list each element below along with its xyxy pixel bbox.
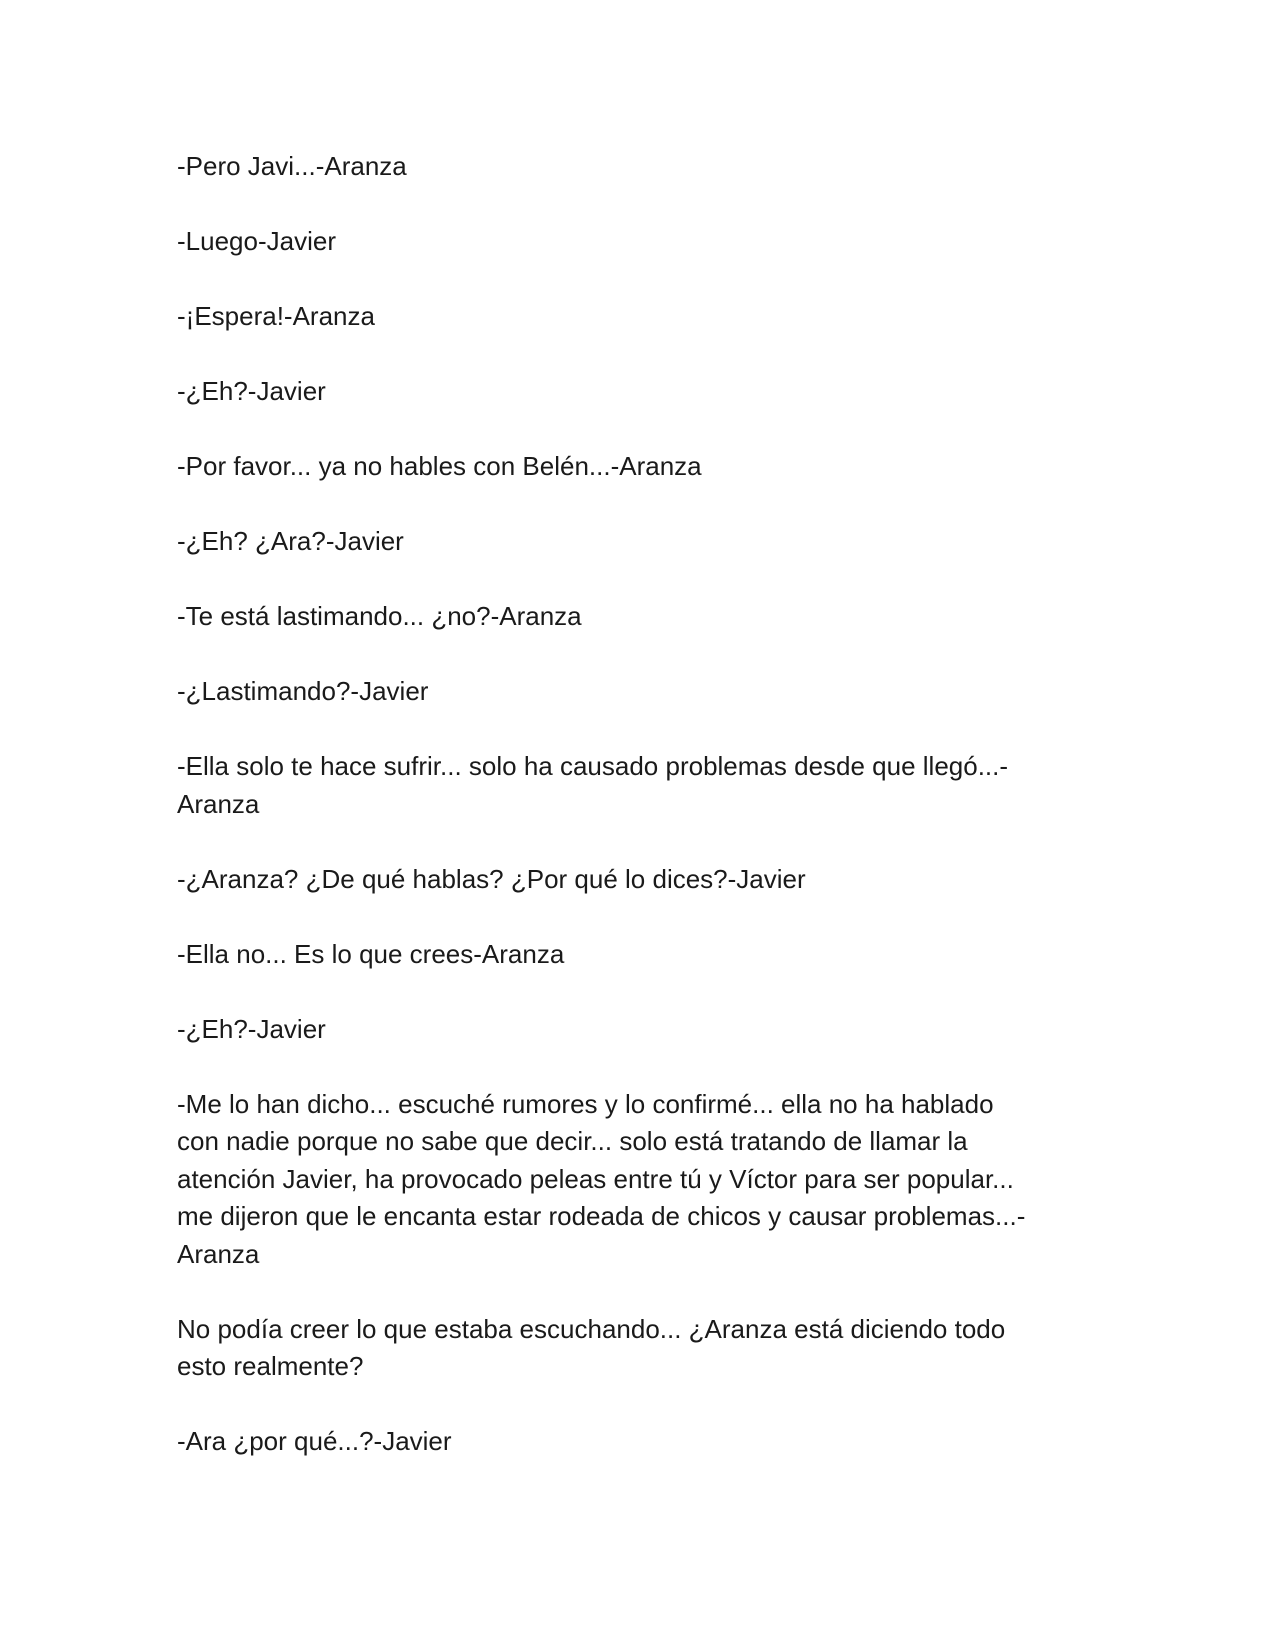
text-line: -¿Lastimando?-Javier <box>177 676 429 706</box>
dialogue-line <box>177 1423 1107 1461</box>
dialogue-line <box>177 373 1107 411</box>
dialogue-line <box>177 448 1107 486</box>
text-line: -Luego-Javier <box>177 226 336 256</box>
dialogue-line <box>177 748 1107 823</box>
text-line: -¡Espera!-Aranza <box>177 301 375 331</box>
dialogue-line <box>177 1011 1107 1049</box>
dialogue-line <box>177 936 1107 974</box>
text-line: -¿Aranza? ¿De qué hablas? ¿Por qué lo dices?-Javier <box>177 863 806 894</box>
text-line: -Te está lastimando... ¿no?-Aranza <box>177 601 582 631</box>
dialogue-line <box>177 523 1107 561</box>
dialogue-line <box>177 598 1107 636</box>
dialogue-line <box>177 148 1107 186</box>
text-line: me dijeron que le encanta estar rodeada de chicos y causar problemas...- <box>177 1201 1026 1231</box>
text-line: Aranza <box>177 788 260 819</box>
text-line: -Pero Javi...-Aranza <box>177 151 407 181</box>
text-line: -Ella no... Es lo que crees-Aranza <box>177 938 565 969</box>
narration-paragraph <box>177 1311 1107 1386</box>
text-line: -¿Eh?-Javier <box>177 376 326 406</box>
text-line: -¿Eh? ¿Ara?-Javier <box>177 526 404 556</box>
text-line: -Ara ¿por qué...?-Javier <box>177 1426 452 1456</box>
text-line: esto realmente? <box>177 1351 364 1381</box>
text-line: -¿Eh?-Javier <box>177 1013 326 1044</box>
dialogue-line <box>177 1086 1107 1274</box>
dialogue-line <box>177 673 1107 711</box>
dialogue-line <box>177 861 1107 899</box>
document-body <box>177 148 1107 1498</box>
text-line: atención Javier, ha provocado peleas entre tú y Víctor para ser popular... <box>177 1163 1014 1194</box>
text-line: -Por favor... ya no hables con Belén...-Aranza <box>177 451 702 481</box>
text-line: Aranza <box>177 1238 260 1269</box>
dialogue-line <box>177 223 1107 261</box>
text-line: No podía creer lo que estaba escuchando... ¿Aranza está diciendo todo <box>177 1313 1006 1344</box>
dialogue-line <box>177 298 1107 336</box>
text-line: con nadie porque no sabe que decir... solo está tratando de llamar la <box>177 1126 968 1156</box>
text-line: -Ella solo te hace sufrir... solo ha causado problemas desde que llegó...- <box>177 751 1009 781</box>
text-line: -Me lo han dicho... escuché rumores y lo confirmé... ella no ha hablado <box>177 1088 994 1119</box>
